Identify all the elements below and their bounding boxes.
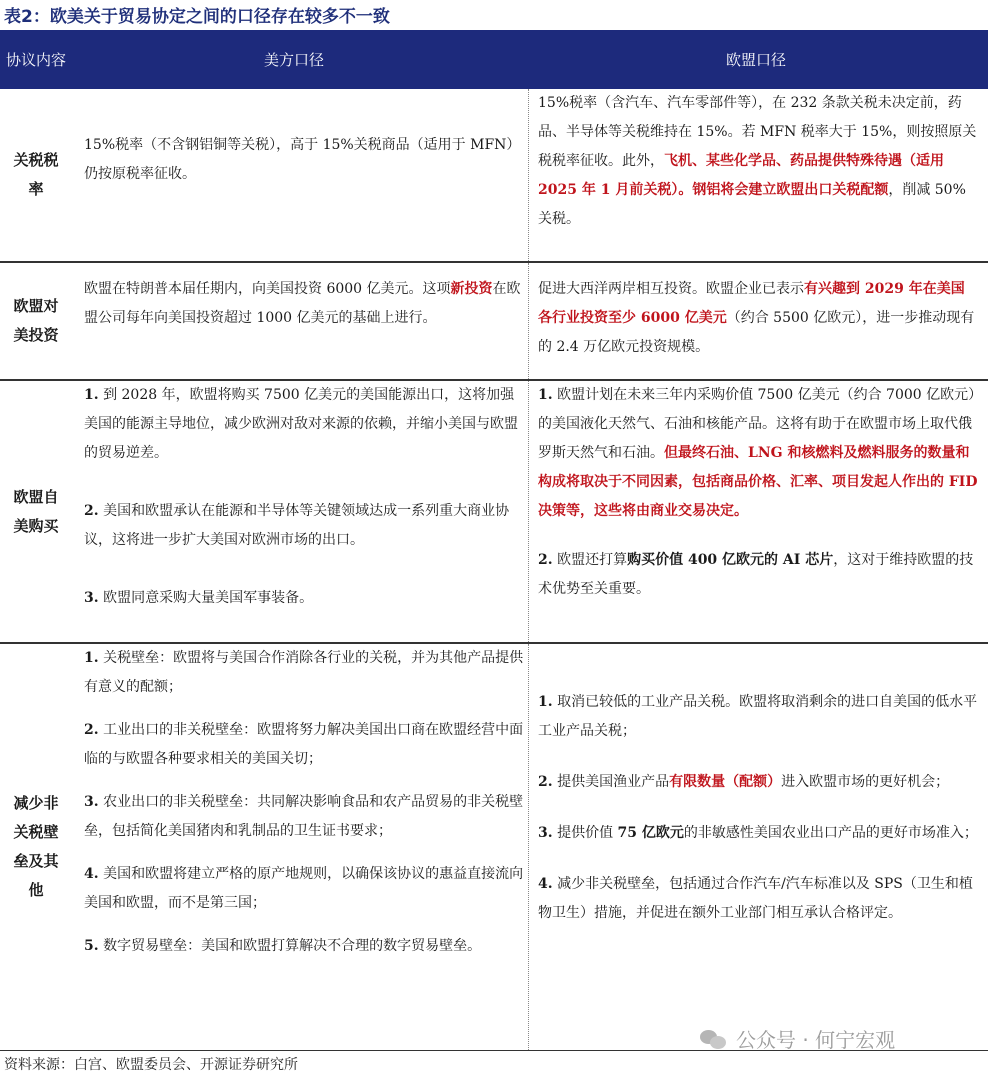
source-note: 资料来源：白宫、欧盟委员会、开源证券研究所: [4, 1057, 298, 1073]
us-purchase-1: 1. 到 2028 年，欧盟将购买 7500 亿美元的美国能源出口，这将加强美国的能源主导地位，减少欧洲对敌对来源的依赖，并缩小美国与欧盟的贸易逆差。: [84, 387, 518, 461]
eu-tariff-text: [538, 89, 978, 234]
us-barriers-1: 1. 关税壁垒：欧盟将与美国合作消除各行业的关税，并为其他产品提供有意义的配额；: [84, 650, 524, 695]
eu-barriers-2: 2. 提供美国渔业产品有限数量（配额）进入欧盟市场的更好机会；: [538, 774, 950, 790]
eu-barriers-highlight: 有限数量（配额）: [669, 774, 782, 790]
eu-investment-text: [538, 275, 978, 362]
eu-invest-plain-2: （约合 5500 亿欧元），进一步推动现有的 2.4 万亿欧元投资规模。: [538, 310, 975, 355]
header-topic: 协议内容: [6, 50, 67, 69]
row-barriers: [0, 644, 988, 1050]
eu-purchase: [538, 381, 978, 604]
eu-investment: [538, 275, 978, 362]
table-title: 表2：欧美关于贸易协定之间的口径存在较多不一致: [4, 7, 390, 27]
us-invest-plain: 欧盟在特朗普本届任期内，向美国投资 6000 亿美元。这项: [84, 281, 451, 297]
us-investment-text: [84, 275, 524, 333]
eu-barriers-4: 4. 减少非关税壁垒，包括通过合作汽车/汽车标准以及 SPS（卫生和植物卫生）措施，并促进在额外工业部门相互承认合格评定。: [538, 876, 973, 921]
eu-tariff-plain: 15%税率（含汽车、汽车零部件等），在 232 条款关税未决定前，药品、半导体等关税维持在 15%。若 MFN 税率大于 15%，则按照原关税税率征收。此外，: [538, 95, 977, 169]
eu-barriers: [538, 688, 978, 928]
eu-purchase-2: 2. 欧盟还打算购买价值 400 亿欧元的 AI 芯片，这对于维持欧盟的技术优势至关重要。: [538, 552, 974, 597]
eu-tariff: [538, 89, 978, 234]
us-barriers-3: 3. 农业出口的非关税壁垒：共同解决影响食品和农产品贸易的非关税壁垒，包括简化美国猪肉和乳制品的卫生证书要求；: [84, 794, 524, 839]
us-purchase-2: 2. 美国和欧盟承认在能源和半导体等关键领域达成一系列重大商业协议，这将进一步扩大美国对欧洲市场的出口。: [84, 503, 510, 548]
watermark-text: 公众号 · 何宁宏观: [736, 1028, 896, 1052]
us-purchase-3: 3. 欧盟同意采购大量美国军事装备。: [84, 590, 314, 606]
eu-purchase-1: 1. 欧盟计划在未来三年内采购价值 7500 亿美元（约合 7000 亿欧元）的美国液化天然气、石油和核能产品。这将有助于在欧盟市场上取代俄罗斯天然气和石油。但最终石油、LNG 和核燃料及燃料服务的数量和构成将取决于不同因素，包括商品价格、汇率、项目发起人作出的 FID 决策等，这些将由商业交易决定。: [538, 387, 978, 519]
wechat-icon: [700, 1028, 728, 1050]
eu-barriers-1: 1. 取消已较低的工业产品关税。欧盟将取消剩余的进口自美国的低水平工业产品关税；: [538, 694, 978, 739]
row-tariff: [0, 89, 988, 263]
us-barriers: [84, 644, 524, 961]
eu-purchase-highlight: 但最终石油、LNG 和核燃料及燃料服务的数量和构成将取决于不同因素，包括商品价格、汇率、项目发起人作出的 FID 决策等，这些将由商业交易决定。: [538, 445, 978, 519]
us-tariff: [84, 131, 524, 189]
topic-tariff: 关税税率: [13, 151, 59, 198]
table-header: [0, 30, 988, 89]
eu-tariff-highlight: 飞机、某些化学品、药品提供特殊待遇（适用 2025 年 1 月前关税）。钢铝将会建立欧盟出口关税配额: [538, 153, 944, 198]
eu-invest-highlight: 有兴趣到 2029 年在美国各行业投资至少 6000 亿美元: [538, 281, 965, 326]
topic-purchase: 欧盟自美购买: [13, 487, 59, 535]
eu-invest-plain: 促进大西洋两岸相互投资。欧盟企业已表示: [538, 281, 804, 297]
us-invest-plain-2: 在欧盟公司每年向美国投资超过 1000 亿美元的基础上进行。: [84, 281, 521, 326]
header-us: 美方口径: [263, 51, 324, 69]
topic-investment: 欧盟对美投资: [13, 297, 59, 344]
row-investment: [0, 263, 988, 381]
eu-tariff-plain-2: ，削减 50%关税。: [538, 182, 966, 227]
us-barriers-4: 4. 美国和欧盟将建立严格的原产地规则，以确保该协议的惠益直接流向美国和欧盟，而不是第三国；: [84, 866, 524, 911]
eu-barriers-3: 3. 提供价值 75 亿欧元的非敏感性美国农业出口产品的更好市场准入；: [538, 825, 978, 841]
us-tariff-text: 15%税率（不含钢铝铜等关税），高于 15%关税商品（适用于 MFN）仍按原税率征收。: [84, 137, 521, 182]
us-barriers-5: 5. 数字贸易壁垒：美国和欧盟打算解决不合理的数字贸易壁垒。: [84, 938, 482, 954]
us-invest-highlight: 新投资: [450, 281, 493, 297]
watermark: [700, 1024, 895, 1053]
row-purchase: [0, 381, 988, 644]
topic-barriers: 减少非关税壁垒及其他: [13, 794, 59, 899]
us-investment: [84, 275, 524, 333]
us-barriers-2: 2. 工业出口的非关税壁垒：欧盟将努力解决美国出口商在欧盟经营中面临的与欧盟各种要求相关的美国关切；: [84, 722, 524, 767]
header-eu: 欧盟口径: [725, 51, 786, 69]
us-purchase: [84, 381, 524, 613]
